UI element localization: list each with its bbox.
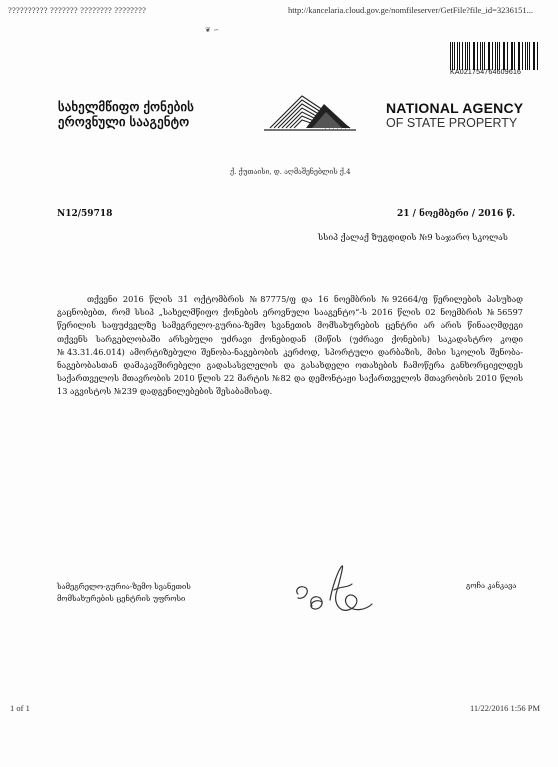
agency-name-ka-line1: სახელმწიფო ქონების [58,100,195,114]
barcode-bar [477,42,478,70]
browser-print-url: http://kancelaria.cloud.gov.ge/nomfileserver/GetFile?file_id=3236151... [288,5,534,15]
signatory-title-line2: მომსახურების ცენტრის უფროსი [57,594,186,603]
barcode-bar [465,42,466,70]
scan-mark: ❦ ∽ [205,26,219,34]
agency-name-ka-line2: ეროვნული სააგენტო [58,115,190,129]
page-number: 1 of 1 [10,703,30,713]
barcode-bar [529,42,530,70]
browser-print-header: ?????????? ??????? ???????? ???????? [8,5,147,15]
barcode-bar [462,42,463,70]
barcode-bar [495,42,496,70]
agency-name-georgian [58,100,194,130]
barcode-bar [484,42,485,70]
barcode-bar [525,42,526,70]
agency-logo-emblem [250,82,370,152]
agency-name-en-line2: OF STATE PROPERTY [386,116,518,130]
barcode-bar [469,42,470,70]
reference-number: N12/59718 [57,209,113,219]
barcode-bar [537,42,538,70]
barcode-bar [512,42,513,70]
barcode-number: KA021754764609616 [450,69,522,76]
handwritten-signature [290,560,380,630]
agency-name-english [386,101,523,131]
barcode-bar [488,42,489,70]
barcode-bar [450,42,451,70]
signatory-title-line1: სამეგრელო-გურია-ზემო სვანეთის [57,582,191,591]
print-timestamp: 11/22/2016 1:56 PM [470,703,541,713]
recipient: სსიპ ქალაქ ზუგდიდის №9 საჯარო სკოლას [318,233,508,243]
barcode [450,42,540,70]
agency-name-en-line1: NATIONAL AGENCY [386,100,524,116]
letter-date: 21 / ნოემბერი / 2016 წ. [397,209,516,219]
barcode-bar [503,42,504,70]
barcode-bar [499,42,500,70]
barcode-bar [507,42,508,70]
letter-body: თქვენი 2016 წლის 31 ოქტომბრის №87775/ფ და 16 ნოემბრის №92664/ფ წერილების პასუხად გაცნობებთ, რომ სსიპ „სახელმწიფო ქონების ეროვნული სააგენტო“-ს 2016 წლის 02 ნოემბრის №56597 წერილის საფუძველზე სამეგრელო-გურია-ზემო სვანეთის მომსახურების ცენტრი არ არის წინააღმდეგი თქვენს სარგებლობაში არსებული უძრავი ქონებიდან (მიწის (უძრავი ქონების) საკადასტრო კოდი №43.31.46.014) ამორტიზებული შენობა-ნაგებობის კერძოდ, სპორტული დარბაზის, მისი სკოლის შენობა-ნაგებობასთან დამაკავშირებელი გადასასვლელის და გასახდელი ოთახების ჩამოწერა განხორციელდეს საქართველოს მთავრობის 2010 წლის 22 მარტის №82 და დემონტაჟი საქართველოს მთავრობის 2010 წლის 13 აგვისტოს №239 დადგენილებების შესაბამისად. [57,294,523,397]
signatory-title [57,581,191,605]
barcode-bar [519,42,520,70]
agency-address: ქ. ქუთაისი, დ. აღმაშენებლის ქ.4 [230,168,351,176]
signatory-name: გოჩა კანკავა [466,581,517,590]
barcode-bar [457,42,458,70]
